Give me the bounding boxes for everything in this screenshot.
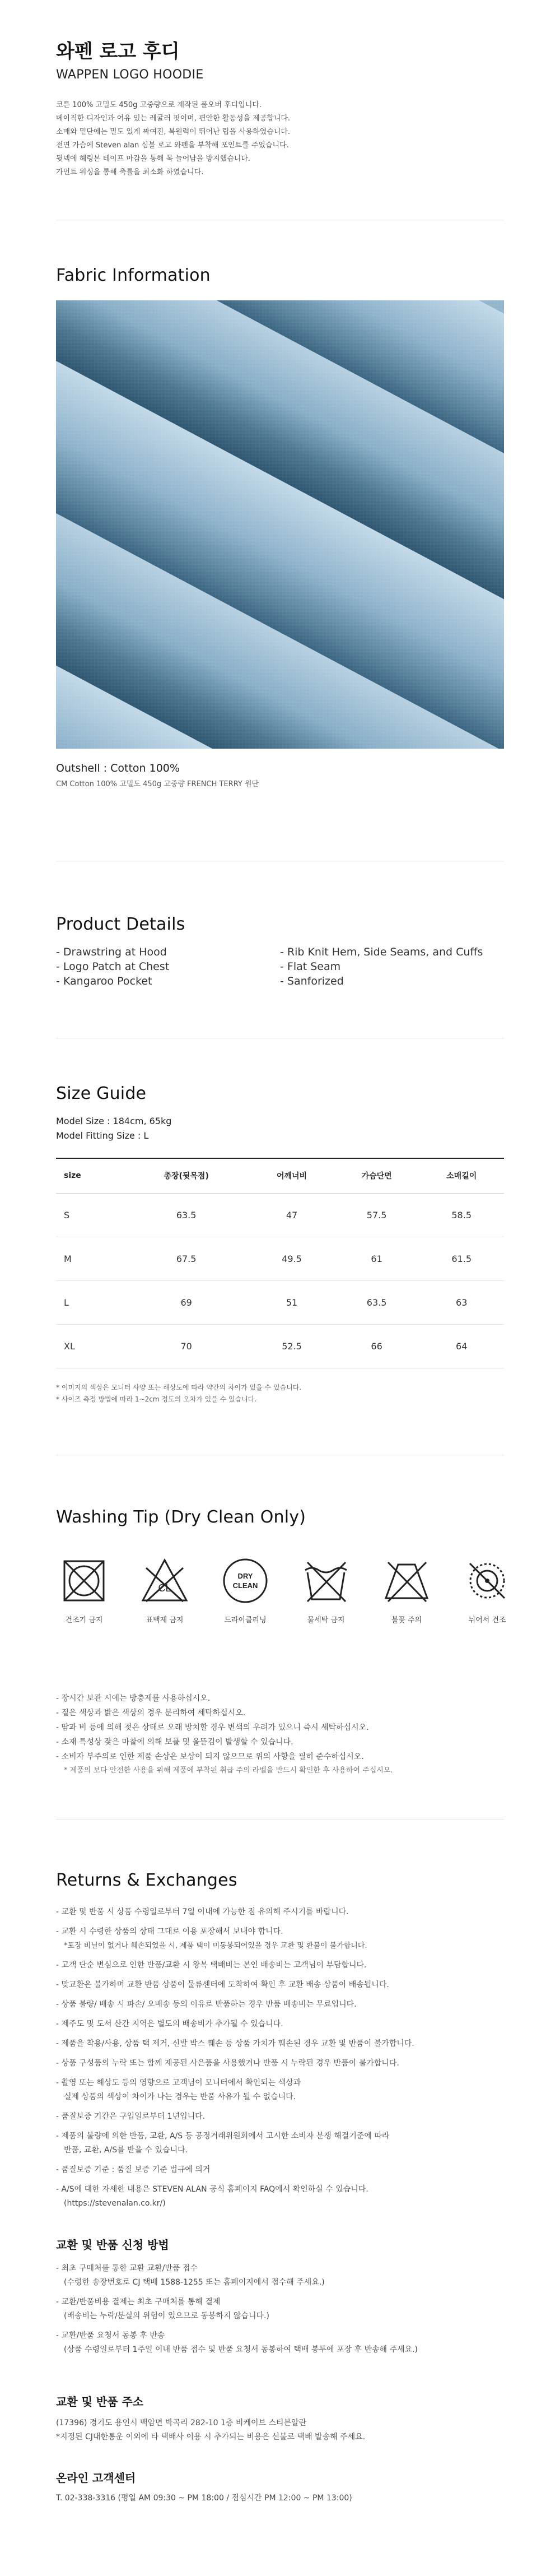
table-cell: 63.5 [123,1193,249,1237]
detail-item: - Sanforized [280,975,344,987]
clean-text: CLEAN [232,1581,258,1590]
returns-item [56,2076,504,2104]
returns-line: - 교환 및 반품 시 상품 수령일로부터 7일 이내에 가능한 점 유의해 주시기를 바랍니다. [56,1905,504,1919]
column-header: 총장(뒷목점) [123,1158,249,1193]
product-details-list [56,946,504,987]
table-cell: M [56,1237,123,1280]
washing-note: - 소비자 부주의로 인한 제품 손상은 보상이 되지 않으므로 위의 사항을 필히 준수하십시오. [56,1749,504,1764]
description-line: 베이직한 디자인과 여유 있는 레귤러 핏이며, 편안한 활동성을 제공합니다. [56,114,291,123]
washing-note: - 땀과 비 등에 의해 젖은 상태로 오래 방치할 경우 변색의 우려가 있으니 즉시 세탁하십시오. [56,1720,504,1735]
returns-item [56,1998,504,2012]
shade-dry-icon [462,1556,512,1606]
washing-notes [56,1691,504,1775]
size-table [56,1158,504,1368]
return-address [56,2416,504,2444]
table-cell: 51 [249,1280,334,1324]
wash-symbol [379,1556,435,1624]
wash-label: 표백제 금지 [146,1616,184,1624]
table-row [56,1280,504,1324]
table-cell: 67.5 [123,1237,249,1280]
returns-item [56,2129,504,2157]
table-cell: 61 [334,1237,419,1280]
returns-line: - 교환 시 수령한 상품의 상태 그대로 이용 포장해서 보내야 합니다. [56,1925,504,1939]
table-cell: L [56,1280,123,1324]
fabric-outshell: Outshell : Cotton 100% [56,762,180,774]
chlorine-bleach-icon [139,1556,190,1606]
iron-caution-icon [381,1556,432,1606]
table-cell: 47 [249,1193,334,1237]
returns-subline: 반품, 교환, A/S를 받을 수 있습니다. [64,2146,188,2155]
wash-symbol [137,1556,193,1624]
fabric-photo [56,300,504,749]
table-cell: XL [56,1324,123,1368]
table-cell: 49.5 [249,1237,334,1280]
procedure-line: - 교환/반품비용 결제는 최초 구매처를 통해 결제 [56,2295,504,2309]
fabric-info [56,762,504,791]
wash-label: 뉘어서 건조 [468,1616,506,1624]
table-row [56,1324,504,1368]
detail-item: - Kangaroo Pocket [56,975,152,987]
model-info [56,1114,504,1143]
washing-note: - 소재 특성상 잦은 마찰에 의해 보풀 및 올뜯김이 발생할 수 있습니다. [56,1735,504,1749]
address-line: (17396) 경기도 용인시 백암면 박곡리 282-10 1층 비케이브 스티븐알란 [56,2419,307,2428]
procedure-item [56,2262,504,2290]
washing-tip-title: Washing Tip (Dry Clean Only) [56,1507,306,1527]
model-fitting-size: Model Fitting Size : L [56,1130,149,1141]
returns-item [56,2017,504,2031]
returns-list [56,1905,504,2216]
washing-note: - 짙은 색상과 밝은 색상의 경우 분리하여 세탁하십시오. [56,1706,504,1720]
wash-symbol [459,1556,515,1624]
wash-symbol [217,1556,273,1624]
returns-item [56,1978,504,1992]
product-details-title: Product Details [56,915,185,934]
description-line: 전면 가슴에 Steven alan 심볼 로고 와펜을 부착해 포인트를 주었습니다. [56,141,289,150]
returns-line: - A/S에 대한 자세한 내용은 STEVEN ALAN 공식 홈페이지 FAQ에서 확인하실 수 있습니다. [56,2183,504,2197]
model-size: Model Size : 184cm, 65kg [56,1116,172,1126]
detail-item: - Rib Knit Hem, Side Seams, and Cuffs [280,946,483,958]
description-line: 뒷넥에 헤링본 테이프 마감을 통해 목 늘어남을 방지했습니다. [56,155,251,163]
returns-item [56,1905,504,1919]
table-cell: 57.5 [334,1193,419,1237]
size-note: * 사이즈 측정 방법에 따라 1~2cm 정도의 오차가 있을 수 있습니다. [56,1395,257,1403]
procedure-list [56,2262,504,2363]
table-row [56,1193,504,1237]
product-header [56,36,504,179]
table-cell: 63 [419,1280,504,1324]
wash-symbol [298,1556,354,1624]
returns-line: - 제품의 불량에 의한 반품, 교환, A/S 등 공정거래위원회에서 고시한 소비자 분쟁 해결기준에 따라 [56,2129,504,2143]
returns-line: - 품질보증 기간은 구입일로부터 1년입니다. [56,2110,504,2124]
fabric-detail: CM Cotton 100% 고밀도 450g 고중량 FRENCH TERRY 원단 [56,780,259,788]
size-table-header [56,1158,504,1193]
table-cell: 66 [334,1324,419,1368]
procedure-subline: (배송비는 누락/분실의 위험이 있으므로 동봉하지 않습니다.) [64,2312,269,2320]
returns-line: - 품질보증 기준 : 품질 보증 기준 법규에 의거 [56,2163,504,2177]
wash-label: 물세탁 금지 [307,1616,345,1624]
wash-label: 불꽃 주의 [391,1616,422,1624]
description-line: 코튼 100% 고밀도 450g 고중량으로 제작된 풀오버 후디입니다. [56,101,262,109]
cl-text: CL [158,1582,171,1594]
procedure-item [56,2295,504,2323]
table-cell: 52.5 [249,1324,334,1368]
returns-item [56,2110,504,2124]
procedure-line: - 교환/반품 요청서 동봉 후 반송 [56,2329,504,2343]
no-wash-icon [59,1556,109,1606]
procedure-subline: (수령한 송장번호로 CJ 택배 1588-1255 또는 홈페이지에서 접수해 주세요.) [64,2278,325,2287]
divider [56,1819,504,1820]
fabric-texture-image [56,300,504,749]
returns-line: - 제품을 착용/사용, 상품 택 제거, 신발 박스 훼손 등 상품 가치가 훼손된 경우 교환 및 반품이 불가합니다. [56,2037,504,2051]
product-title-kr: 와펜 로고 후디 [56,40,180,63]
table-cell: 70 [123,1324,249,1368]
washing-note: - 장시간 보관 시에는 방충제를 사용하십시오. [56,1691,504,1706]
returns-subline: 실제 상품의 색상이 차이가 나는 경우는 반품 사유가 될 수 없습니다. [64,2092,296,2101]
returns-item [56,1958,504,1972]
returns-line: - 맞교환은 불가하며 교환 반품 상품이 물류센터에 도착하여 확인 후 교환 배송 상품이 배송됩니다. [56,1978,504,1992]
returns-line: - 고객 단순 변심으로 인한 반품/교환 시 왕복 택배비는 본인 배송비는 고객님이 부담합니다. [56,1958,504,1972]
size-notes [56,1382,504,1405]
dry-text: DRY [237,1572,253,1580]
column-header: 소매길이 [419,1158,504,1193]
returns-line: - 상품 불량/ 배송 시 파손/ 오배송 등의 이유로 반품하는 경우 반품 배송비는 무료입니다. [56,1998,504,2012]
product-title-en: WAPPEN LOGO HOODIE [56,68,204,82]
washing-sub-note: * 제품의 보다 안전한 사용을 위해 제품에 부착된 취급 주의 라벨을 반드시 확인한 후 사용하여 주십시오. [64,1766,393,1775]
size-table-wrap [56,1158,504,1368]
procedure-item [56,2329,504,2357]
description-line: 가먼트 워싱을 통해 축률을 최소화 하였습니다. [56,168,204,177]
dry-clean-icon [220,1556,270,1606]
no-water-wash-icon [301,1556,351,1606]
fabric-section-title: Fabric Information [56,266,211,285]
description-line: 소매와 밑단에는 밀도 있게 짜여진, 복원력이 뛰어난 립을 사용하였습니다. [56,128,291,136]
wash-label: 건조기 금지 [65,1616,103,1624]
address-title: 교환 및 반품 주소 [56,2395,144,2408]
cs-title: 온라인 고객센터 [56,2471,136,2485]
returns-title: Returns & Exchanges [56,1870,237,1890]
returns-item [56,2037,504,2051]
procedure-title: 교환 및 반품 신청 방법 [56,2238,169,2252]
detail-item: - Flat Seam [280,960,341,973]
cs-contact: T. 02-338-3316 (평일 AM 09:30 ~ PM 18:00 / 점심시간 PM 12:00 ~ PM 13:00) [56,2494,352,2503]
wash-label: 드라이클리닝 [224,1616,267,1624]
size-guide-title: Size Guide [56,1084,147,1103]
detail-item: - Logo Patch at Chest [56,960,170,973]
returns-item [56,1925,504,1953]
address-note: *지정된 CJ대한통운 이외에 타 택배사 이용 시 추가되는 비용은 선불로 택배 발송해 주세요. [56,2433,366,2442]
column-header: size [56,1158,123,1193]
size-note: * 이미지의 색상은 모니터 사양 또는 해상도에 따라 약간의 차이가 있을 수 있습니다. [56,1384,302,1391]
table-cell: 69 [123,1280,249,1324]
table-cell: 64 [419,1324,504,1368]
column-header: 어깨너비 [249,1158,334,1193]
returns-item [56,2163,504,2177]
procedure-subline: (상품 수령일로부터 1주일 이내 반품 접수 및 반품 요청서 동봉하여 택배 봉투에 포장 후 반송해 주세요.) [64,2345,418,2354]
returns-line: - 제주도 및 도서 산간 지역은 별도의 배송비가 추가될 수 있습니다. [56,2017,504,2031]
procedure-line: - 최초 구매처를 통한 교환 교환/반품 접수 [56,2262,504,2276]
table-cell: 61.5 [419,1237,504,1280]
table-cell: 58.5 [419,1193,504,1237]
returns-item [56,2057,504,2071]
returns-line: - 상품 구성품의 누락 또는 함께 제공된 사은품을 사용했거나 반품 시 누락된 경우 반품이 불가합니다. [56,2057,504,2071]
returns-subline: *포장 비닐이 없거나 훼손되었을 시, 제품 택이 미동봉되어있을 경우 교환 및 환불이 불가합니다. [64,1942,367,1950]
detail-item: - Drawstring at Hood [56,946,167,958]
washing-icons [56,1556,504,1624]
returns-line: - 촬영 또는 해상도 등의 영향으로 고객님이 모니터에서 확인되는 색상과 [56,2076,504,2090]
table-row [56,1237,504,1280]
table-cell: S [56,1193,123,1237]
returns-subline: (https://stevenalan.co.kr/) [64,2199,166,2208]
column-header: 가슴단면 [334,1158,419,1193]
wash-symbol [56,1556,112,1624]
returns-item [56,2183,504,2211]
product-description [56,99,504,179]
table-cell: 63.5 [334,1280,419,1324]
